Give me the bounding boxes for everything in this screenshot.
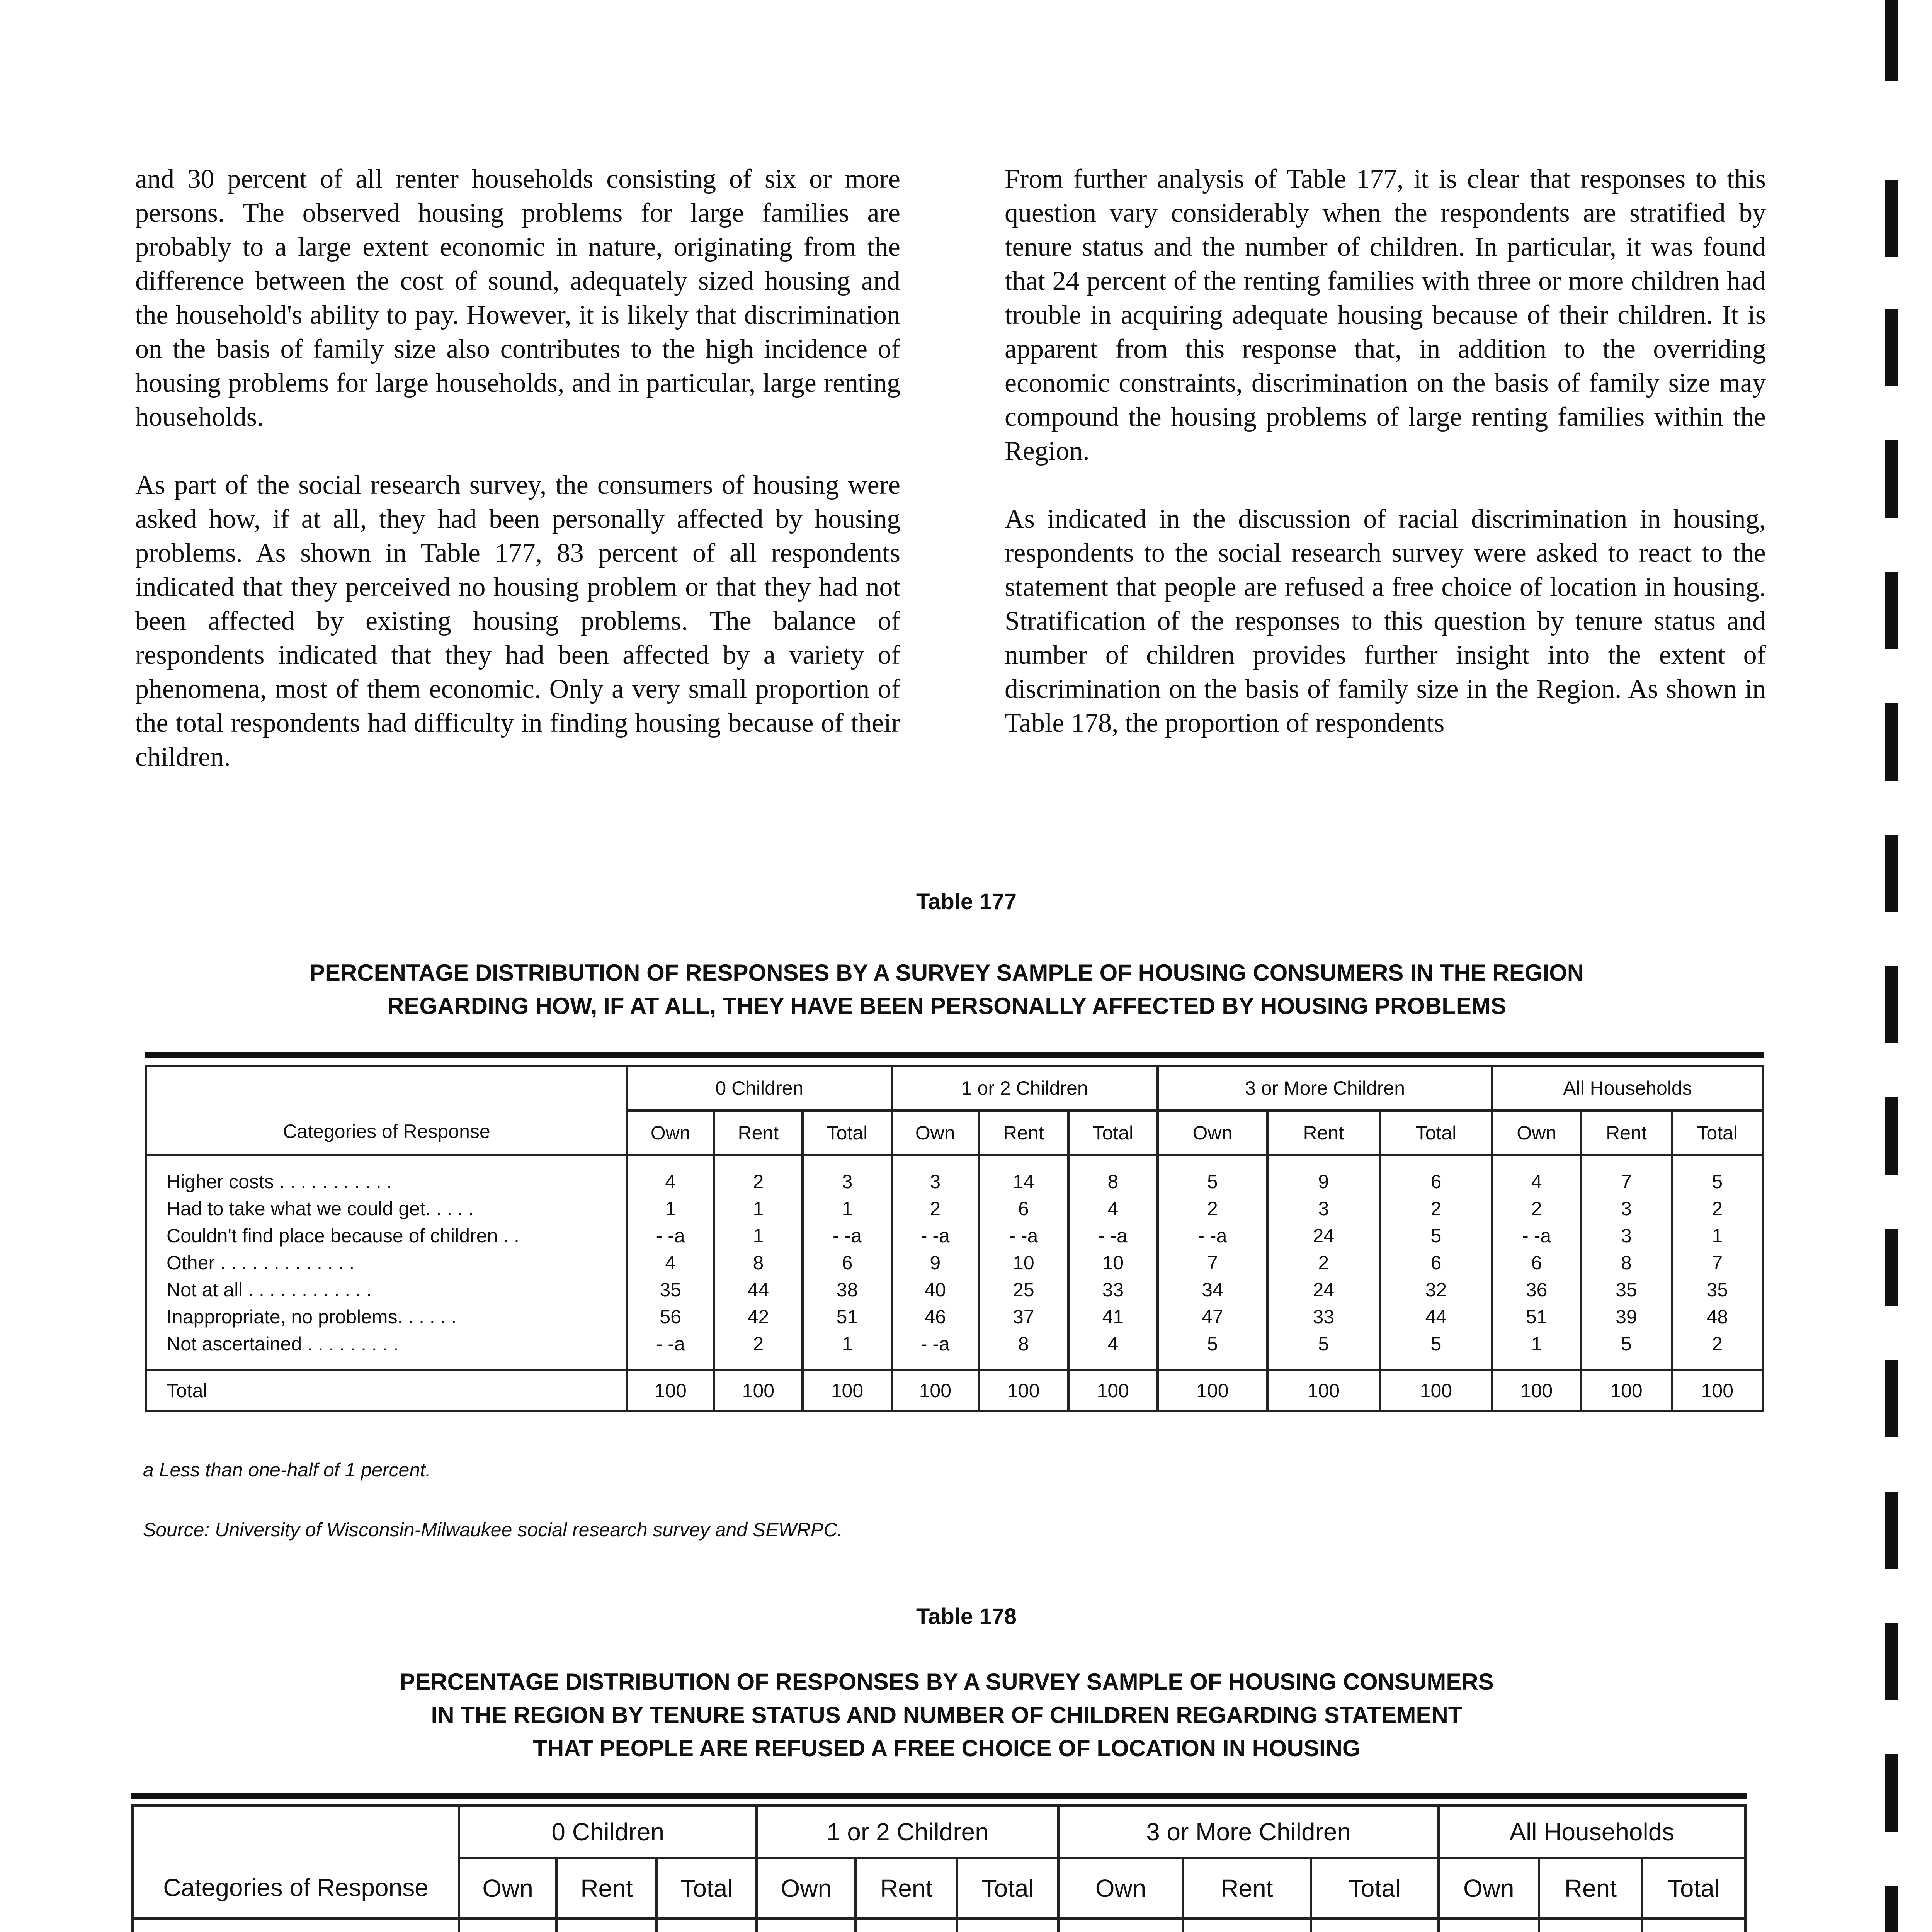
col-header: Total: [656, 1858, 757, 1918]
row-label: Other . . . . . . . . . . . . .: [167, 1252, 355, 1274]
table-177-label: Table 177: [916, 889, 1017, 914]
cell: - -a: [1198, 1225, 1227, 1247]
cell: 1: [753, 1225, 764, 1247]
row-labels: [146, 1155, 627, 1370]
value-column: [1267, 1155, 1380, 1370]
paragraph: As part of the social research survey, the consumers of housing were asked how, if at all, they had been personally affected by housing problems. As shown in Table 177, 83 percent of all respondents indicated that they perceived no housing problem or that they had not been affected by existing housing problems. The balance of respondents indicated that they had been affected by a variety of phenomena, most of them economic. Only a very small proportion of the total respondents had difficulty in finding housing because of their children.: [135, 470, 900, 772]
cell: [1184, 1929, 1310, 1932]
cell: 3: [1318, 1198, 1329, 1219]
table-177-title: [77, 956, 1816, 1023]
cell: 36: [1526, 1279, 1548, 1301]
cell: [1643, 1929, 1744, 1932]
row-label: [157, 1929, 458, 1932]
cell: - -a: [656, 1225, 685, 1247]
cell: 33: [1313, 1306, 1335, 1328]
col-header: Total: [1380, 1111, 1492, 1155]
cell: - -a: [832, 1225, 862, 1247]
cell: 42: [747, 1306, 769, 1328]
cell: 8: [1107, 1171, 1119, 1192]
col-header: Own: [1058, 1858, 1183, 1918]
row-label: Couldn't find place because of children . .: [167, 1225, 519, 1247]
cell: 7: [1621, 1171, 1632, 1192]
group-header: All Households: [1492, 1066, 1763, 1111]
col-header: Total: [1642, 1858, 1745, 1918]
cell: 1: [1531, 1333, 1542, 1355]
cell: 4: [665, 1171, 676, 1192]
cell: 3: [842, 1171, 853, 1192]
stub-header: Categories of Response: [133, 1806, 459, 1918]
value-column: [656, 1918, 757, 1932]
value-column: [855, 1918, 957, 1932]
cell: 1: [665, 1198, 676, 1219]
cell: 100: [1492, 1370, 1581, 1411]
cell: 5: [1207, 1171, 1218, 1192]
group-header: All Households: [1439, 1806, 1745, 1858]
edge-mark: [1885, 1229, 1898, 1306]
cell: 100: [1380, 1370, 1492, 1411]
col-header: Rent: [714, 1111, 803, 1155]
edge-mark: [1885, 0, 1898, 81]
value-column: [1581, 1155, 1672, 1370]
value-column: [803, 1155, 891, 1370]
cell: [758, 1929, 854, 1932]
cell: 1: [753, 1198, 764, 1219]
cell: 2: [1712, 1198, 1723, 1219]
table-178: [131, 1804, 1747, 1932]
cell: 6: [1531, 1252, 1542, 1274]
value-column: [1439, 1918, 1539, 1932]
row-labels: [133, 1918, 459, 1932]
table-178-label: Table 178: [916, 1604, 1017, 1629]
table-body: [133, 1918, 1745, 1932]
group-header: 1 or 2 Children: [757, 1806, 1058, 1858]
cell: 100: [627, 1370, 714, 1411]
col-header: Own: [459, 1858, 556, 1918]
edge-mark: [1885, 1886, 1898, 1932]
cell: 46: [924, 1306, 946, 1328]
table-body: [146, 1155, 1763, 1370]
cell: 2: [1207, 1198, 1218, 1219]
cell: 100: [1267, 1370, 1380, 1411]
value-column: [1183, 1918, 1311, 1932]
cell: 2: [930, 1198, 941, 1219]
cell: 4: [665, 1252, 676, 1274]
edge-mark: [1885, 1360, 1898, 1437]
edge-mark: [1885, 440, 1898, 518]
cell: 2: [753, 1171, 764, 1192]
cell: 9: [930, 1252, 941, 1274]
cell: 100: [1068, 1370, 1158, 1411]
cell: 51: [836, 1306, 858, 1328]
col-header: Own: [1492, 1111, 1581, 1155]
value-column: [1311, 1918, 1439, 1932]
cell: 5: [1430, 1225, 1442, 1247]
col-header: Rent: [1581, 1111, 1672, 1155]
group-header: 3 or More Children: [1058, 1806, 1438, 1858]
cell: 5: [1621, 1333, 1632, 1355]
cell: 33: [1102, 1279, 1124, 1301]
edge-mark: [1885, 1754, 1898, 1832]
col-header: Own: [757, 1858, 855, 1918]
cell: 2: [1430, 1198, 1442, 1219]
cell: 38: [836, 1279, 858, 1301]
cell: 8: [1621, 1252, 1632, 1274]
cell: 4: [1107, 1198, 1119, 1219]
row-label: Inappropriate, no problems. . . . . .: [167, 1306, 457, 1328]
cell: 47: [1202, 1306, 1223, 1328]
col-header: Own: [627, 1111, 714, 1155]
value-column: [459, 1918, 556, 1932]
cell: 35: [1706, 1279, 1728, 1301]
cell: 1: [842, 1333, 853, 1355]
total-row: [146, 1370, 1763, 1411]
left-text-column: [135, 162, 900, 808]
cell: 35: [1616, 1279, 1637, 1301]
cell: [1440, 1929, 1538, 1932]
row-label: Higher costs . . . . . . . . . . .: [167, 1171, 392, 1192]
edge-mark: [1885, 309, 1898, 386]
group-header: 0 Children: [627, 1066, 892, 1111]
value-column: [714, 1155, 803, 1370]
cell: 10: [1102, 1252, 1124, 1274]
table-177-footnote: a Less than one-half of 1 percent.: [143, 1459, 431, 1481]
cell: - -a: [1009, 1225, 1038, 1247]
cell: 8: [1018, 1333, 1029, 1355]
cell: 7: [1712, 1252, 1723, 1274]
col-header: Rent: [855, 1858, 957, 1918]
cell: 10: [1013, 1252, 1034, 1274]
edge-mark: [1885, 1623, 1898, 1700]
group-header: 3 or More Children: [1158, 1066, 1492, 1111]
table-178-title: [77, 1665, 1816, 1765]
cell: [958, 1929, 1058, 1932]
cell: 3: [1621, 1198, 1632, 1219]
cell: 32: [1425, 1279, 1447, 1301]
cell: 1: [842, 1198, 853, 1219]
value-column: [1492, 1155, 1581, 1370]
cell: 14: [1013, 1171, 1034, 1192]
cell: 44: [747, 1279, 769, 1301]
cell: 48: [1706, 1306, 1728, 1328]
row-label: Total: [146, 1370, 627, 1411]
title-line: REGARDING HOW, IF AT ALL, THEY HAVE BEEN PERSONALLY AFFECTED BY HOUSING PROBLEMS: [387, 993, 1506, 1019]
group-header: 0 Children: [459, 1806, 757, 1858]
cell: 34: [1202, 1279, 1223, 1301]
cell: 1: [1712, 1225, 1723, 1247]
cell: 100: [714, 1370, 803, 1411]
edge-mark: [1885, 180, 1898, 257]
cell: 51: [1526, 1306, 1548, 1328]
cell: 56: [660, 1306, 681, 1328]
col-header: Total: [1311, 1858, 1439, 1918]
cell: - -a: [656, 1333, 685, 1355]
cell: 41: [1102, 1306, 1124, 1328]
cell: 4: [1107, 1333, 1119, 1355]
value-column: [757, 1918, 855, 1932]
value-column: [1058, 1918, 1183, 1932]
cell: [558, 1929, 655, 1932]
edge-mark: [1885, 1097, 1898, 1175]
cell: 2: [1318, 1252, 1329, 1274]
col-header: Own: [1158, 1111, 1267, 1155]
cell: 100: [892, 1370, 979, 1411]
cell: 24: [1313, 1225, 1335, 1247]
cell: 44: [1425, 1306, 1447, 1328]
row-label: Had to take what we could get. . . . .: [167, 1198, 474, 1219]
cell: 2: [1531, 1198, 1542, 1219]
col-header: Total: [1672, 1111, 1763, 1155]
cell: 2: [1712, 1333, 1723, 1355]
paragraph: From further analysis of Table 177, it is clear that responses to this question vary considerably when the respondents are stratified by tenure status and the number of children. In particular, it was found that 24 percent of the renting families with three or more children had trouble in acquiring adequate housing because of their children. It is apparent from this response that, in addition to the overriding economic constraints, discrimination on the basis of family size may compound the housing problems of large renting families within the Region.: [1005, 164, 1766, 466]
col-header: Rent: [979, 1111, 1068, 1155]
cell: - -a: [1098, 1225, 1128, 1247]
edge-mark: [1885, 572, 1898, 649]
table-top-rule: [131, 1793, 1747, 1799]
value-column: [892, 1155, 979, 1370]
cell: 37: [1013, 1306, 1034, 1328]
cell: 24: [1313, 1279, 1335, 1301]
cell: 100: [1581, 1370, 1672, 1411]
table-top-rule: [145, 1052, 1764, 1058]
edge-mark: [1885, 966, 1898, 1043]
cell: 6: [1430, 1252, 1442, 1274]
cell: - -a: [920, 1333, 950, 1355]
cell: 6: [1018, 1198, 1029, 1219]
cell: 6: [842, 1252, 853, 1274]
table-177-source: Source: University of Wisconsin-Milwaukee social research survey and SEWRPC.: [143, 1519, 843, 1541]
value-column: [1158, 1155, 1267, 1370]
col-header: Total: [803, 1111, 891, 1155]
value-column: [627, 1155, 714, 1370]
col-header: Total: [1068, 1111, 1158, 1155]
cell: [1060, 1929, 1182, 1932]
cell: 35: [660, 1279, 681, 1301]
paragraph: and 30 percent of all renter households consisting of six or more persons. The observed housing problems for large families are probably to a large extent economic in nature, originating from the difference between the cost of sound, adequately sized housing and the household's ability to pay. However, it is likely that discrimination on the basis of family size also contributes to the high incidence of housing problems for large households, and in particular, large renting households.: [135, 164, 900, 432]
col-header: Own: [1439, 1858, 1539, 1918]
cell: 2: [753, 1333, 764, 1355]
cell: [658, 1929, 755, 1932]
cell: 100: [1672, 1370, 1763, 1411]
row-label: Not at all . . . . . . . . . . . .: [167, 1279, 372, 1301]
col-header: Rent: [1267, 1111, 1380, 1155]
cell: [1540, 1929, 1641, 1932]
cell: 25: [1013, 1279, 1034, 1301]
title-line: IN THE REGION BY TENURE STATUS AND NUMBER OF CHILDREN REGARDING STATEMENT: [431, 1702, 1463, 1728]
title-line: PERCENTAGE DISTRIBUTION OF RESPONSES BY A SURVEY SAMPLE OF HOUSING CONSUMERS: [400, 1669, 1494, 1695]
cell: [857, 1929, 956, 1932]
value-column: [1672, 1155, 1763, 1370]
cell: 100: [1158, 1370, 1267, 1411]
value-column: [1642, 1918, 1745, 1932]
cell: [460, 1929, 555, 1932]
cell: 39: [1616, 1306, 1637, 1328]
row-label: Not ascertained . . . . . . . . .: [167, 1333, 399, 1355]
cell: - -a: [1522, 1225, 1551, 1247]
edge-mark: [1885, 703, 1898, 781]
table-177: [145, 1065, 1764, 1412]
cell: 100: [979, 1370, 1068, 1411]
col-header: Rent: [1539, 1858, 1642, 1918]
value-column: [979, 1155, 1068, 1370]
cell: 5: [1207, 1333, 1218, 1355]
cell: 5: [1430, 1333, 1442, 1355]
col-header: Own: [892, 1111, 979, 1155]
cell: 5: [1712, 1171, 1723, 1192]
cell: 5: [1318, 1333, 1329, 1355]
group-header: 1 or 2 Children: [892, 1066, 1158, 1111]
cell: 3: [930, 1171, 941, 1192]
cell: - -a: [920, 1225, 950, 1247]
title-line: PERCENTAGE DISTRIBUTION OF RESPONSES BY A SURVEY SAMPLE OF HOUSING CONSUMERS IN THE REGION: [309, 960, 1584, 986]
right-text-column: [1005, 162, 1766, 774]
cell: 3: [1621, 1225, 1632, 1247]
col-header: Rent: [556, 1858, 656, 1918]
col-header: Total: [957, 1858, 1059, 1918]
cell: 6: [1430, 1171, 1442, 1192]
edge-mark: [1885, 1492, 1898, 1569]
cell: 8: [753, 1252, 764, 1274]
value-column: [556, 1918, 656, 1932]
col-header: Rent: [1183, 1858, 1311, 1918]
paragraph: As indicated in the discussion of racial discrimination in housing, respondents to the social research survey were asked to react to the statement that people are refused a free choice of location in housing. Stratification of the responses to this question by tenure status and number of children provides further insight into the extent of discrimination on the basis of family size in the Region. As shown in Table 178, the proportion of respondents: [1005, 504, 1766, 738]
cell: [1312, 1929, 1437, 1932]
cell: 4: [1531, 1171, 1542, 1192]
value-column: [957, 1918, 1059, 1932]
cell: 9: [1318, 1171, 1329, 1192]
value-column: [1380, 1155, 1492, 1370]
value-column: [1068, 1155, 1158, 1370]
cell: 7: [1207, 1252, 1218, 1274]
stub-header: Categories of Response: [146, 1066, 627, 1155]
title-line: THAT PEOPLE ARE REFUSED A FREE CHOICE OF LOCATION IN HOUSING: [533, 1735, 1361, 1761]
cell: 40: [924, 1279, 946, 1301]
value-column: [1539, 1918, 1642, 1932]
cell: 100: [803, 1370, 891, 1411]
